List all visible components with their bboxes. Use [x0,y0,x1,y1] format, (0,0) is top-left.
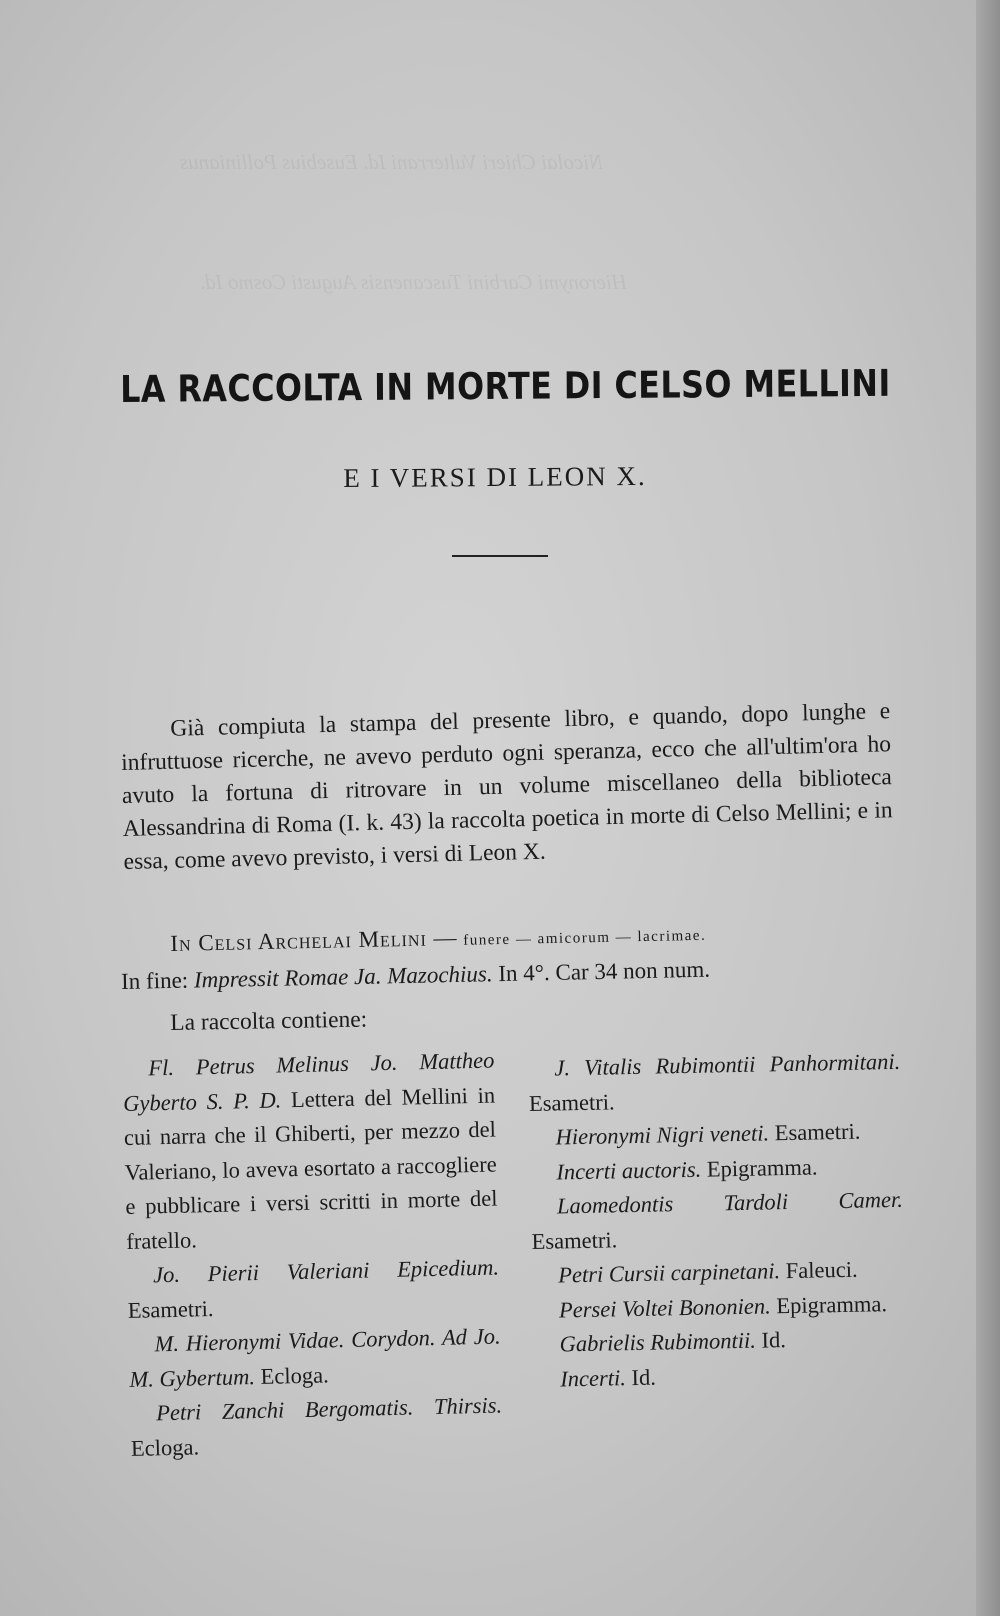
entry-text: Esametri. [774,1118,861,1146]
entry [533,1286,906,1328]
entry [531,1183,904,1259]
page-subtitle: E I VERSI DI LEON X. [343,460,647,494]
entry-author: J. Vitalis Rubimontii Panhormitani. [554,1048,901,1081]
entry-author: Petri Zanchi Bergomatis. Thirsis. [155,1392,503,1426]
entry-author: Incerti auctoris. [556,1156,702,1184]
entry-text: Id. [761,1327,787,1353]
entry-author: M. Hieronymi Vidae. Corydon. Ad Jo. M. Gybertum. [129,1323,501,1392]
imprint-heading-a: In Celsi Archelai Melini — [170,924,458,956]
entry [534,1355,907,1397]
imprint-block [120,912,891,998]
entry-text: Esametri. [528,1088,615,1116]
imprint-fine-label: In fine: [120,967,189,994]
entry [128,1319,501,1396]
entry [529,1114,902,1156]
entry [127,1251,500,1328]
entry-text: Epigramma. [776,1290,888,1318]
imprint-fine-italic: Impressit Romae Ja. Mazochius. [193,961,493,993]
entry-author: Persei Voltei Bononien. [558,1292,771,1322]
entry-author: Laomedontis Tardoli Camer. [556,1186,904,1219]
entry-author: Hieronymi Nigri veneti. [555,1120,770,1150]
entry-text: Lettera del Mellini in cui narra che il Ghiberti, per mezzo del Valeriano, lo aveva esortato a raccogliere e pubblicare i versi scritti in morte del fratello. [123,1082,498,1254]
entry-author: Incerti. [560,1364,627,1391]
entry-text: Epigramma. [706,1153,818,1182]
left-column [122,1044,503,1466]
bleed-through-text: Nicolai Chieri Vulterrani Id. Eusebius Pollinianus [180,150,604,174]
entry-author: Gabrielis Rubimontii. [559,1327,757,1357]
entry-author: Petri Cursii carpinetani. [558,1258,781,1288]
entry-text: Esametri. [531,1226,618,1254]
title-rule [452,555,548,557]
entry-text: Id. [631,1364,657,1390]
entry-author: Jo. Pierii Valeriani Epicedium. [152,1254,500,1288]
entry [130,1388,503,1465]
imprint-fine-rest: In 4°. Car 34 non num. [498,956,711,987]
entry-author: Fl. Petrus Melinus Jo. Mattheo Gyberto S. P. D. [122,1047,495,1116]
entry-text: Esametri. [127,1295,214,1323]
right-column [528,1045,907,1397]
entry-text: Faleuci. [785,1256,858,1284]
entry-text: Ecloga. [130,1433,200,1461]
bleed-through-text-2: Hieronymi Carbini Tuscanensis Augusti Cosmo Id. [200,270,628,294]
entry-text: Ecloga. [260,1361,329,1389]
imprint-heading-b: funere — amicorum — lacrimae. [463,927,707,949]
page-title: LA RACCOLTA IN MORTE DI CELSO MELLINI [120,361,891,411]
contains-label: La raccolta contiene: [170,1006,368,1036]
entry [122,1044,499,1259]
page-edge-shadow [976,0,1000,1616]
entry [528,1045,901,1121]
intro-paragraph: Già compiuta la stampa del presente libro, e quando, dopo lunghe e infruttuose ricerche, ne avevo perduto ogni speranza, ecco che all'ultim'ora ho avuto la fortuna di ritrovare in un volume miscellaneo della biblioteca Alessandrina di Roma (I. k. 43) la raccolta poetica in morte di Celso Mellini; e in essa, come avevo previsto, i versi di Leon X. [120,697,893,875]
